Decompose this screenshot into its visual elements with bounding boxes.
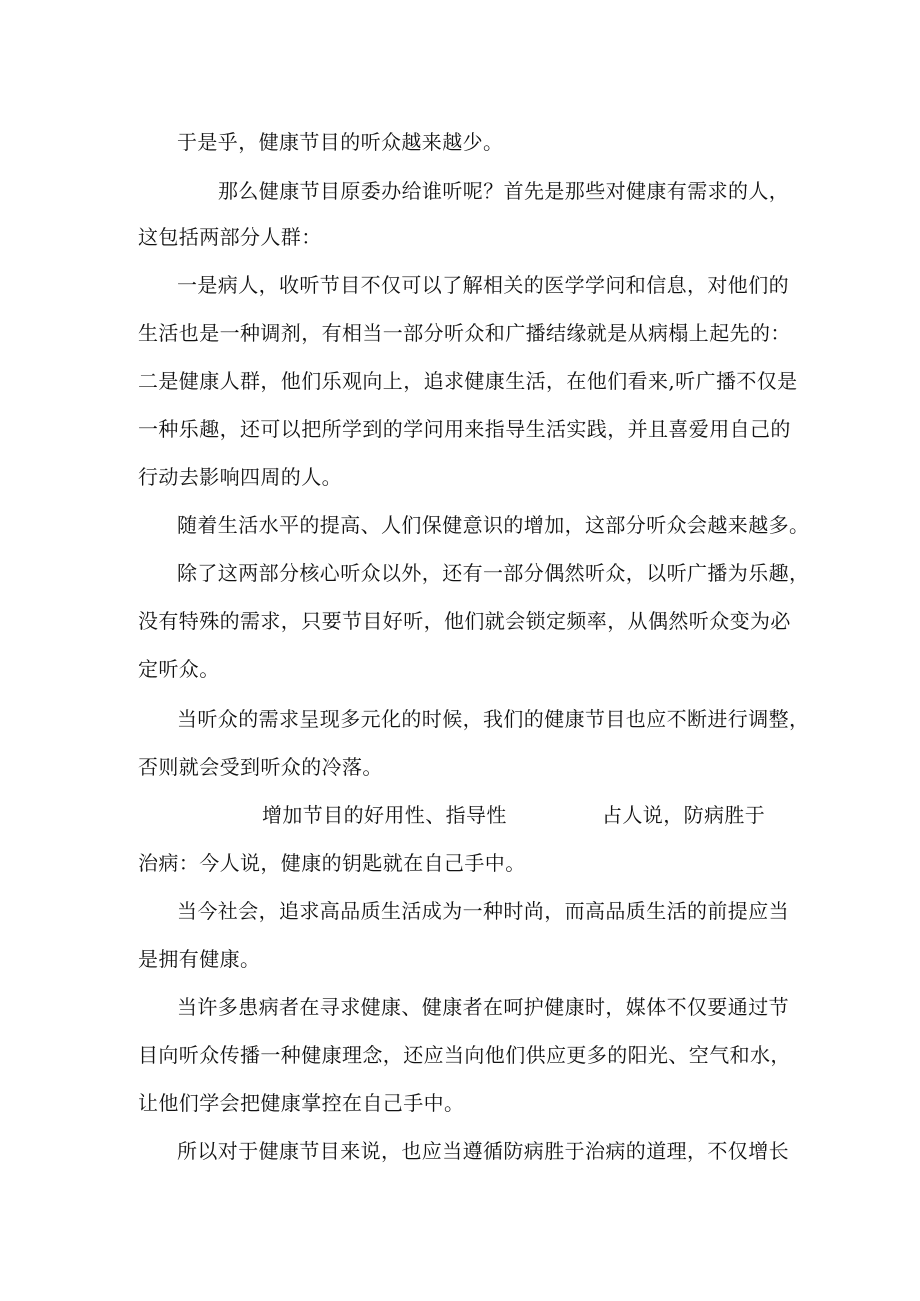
paragraph-7-line-1: 占人说，防病胜于 <box>602 803 766 827</box>
paragraph-1-line-1: 于是乎，健康节目的听众越来越少。 <box>177 130 504 154</box>
paragraph-8-line-2: 是拥有健康。 <box>138 947 261 971</box>
paragraph-3-line-4: 一种乐趣，还可以把所学到的学问用来指导生活实践，并且喜爱用自己的 <box>138 417 791 441</box>
paragraph-5-line-1: 除了这两部分核心听众以外，还有一部分偶然听众，以听广播为乐趣， <box>177 561 810 585</box>
paragraph-5-line-2: 没有特殊的需求，只要节目好听，他们就会锁定频率，从偶然听众变为必 <box>138 609 791 633</box>
paragraph-3-line-1: 一是病人，收听节目不仅可以了解相关的医学学问和信息，对他们的 <box>177 273 789 297</box>
paragraph-3-line-2: 生活也是一种调剂，有相当一部分听众和广播结缘就是从病榻上起先的： <box>138 321 791 345</box>
paragraph-6-line-2: 否则就会受到听众的冷落。 <box>138 755 383 779</box>
paragraph-5-line-3: 定听众。 <box>138 657 220 681</box>
paragraph-9-line-2: 目向听众传播一种健康理念，还应当向他们供应更多的阳光、空气和水， <box>138 1043 791 1067</box>
paragraph-3-line-3: 二是健康人群，他们乐观向上，追求健康生活，在他们看来,听广播不仅是 <box>138 369 798 393</box>
section-heading: 增加节目的好用性、指导性 <box>262 803 507 827</box>
paragraph-9-line-3: 让他们学会把健康掌控在自己手中。 <box>138 1091 465 1115</box>
paragraph-2-line-2: 这包括两部分人群： <box>138 225 322 249</box>
paragraph-3-line-5: 行动去影响四周的人。 <box>138 465 342 489</box>
paragraph-2-line-1: 那么健康节目原委办给谁听呢？首先是那些对健康有需求的人， <box>218 179 790 203</box>
paragraph-4-line-1: 随着生活水平的提高、人们保健意识的增加，这部分听众会越来越多。 <box>177 513 810 537</box>
paragraph-9-line-1: 当许多患病者在寻求健康、健康者在呵护健康时，媒体不仅要通过节 <box>177 995 789 1019</box>
paragraph-8-line-1: 当今社会，追求高品质生活成为一种时尚，而高品质生活的前提应当 <box>177 899 789 923</box>
paragraph-10-line-1: 所以对于健康节目来说，也应当遵循防病胜于治病的道理，不仅增长 <box>177 1139 789 1163</box>
paragraph-7-line-2: 治病：今人说，健康的钥匙就在自己手中。 <box>138 851 526 875</box>
paragraph-6-line-1: 当听众的需求呈现多元化的时候，我们的健康节目也应不断进行调整， <box>177 707 810 731</box>
